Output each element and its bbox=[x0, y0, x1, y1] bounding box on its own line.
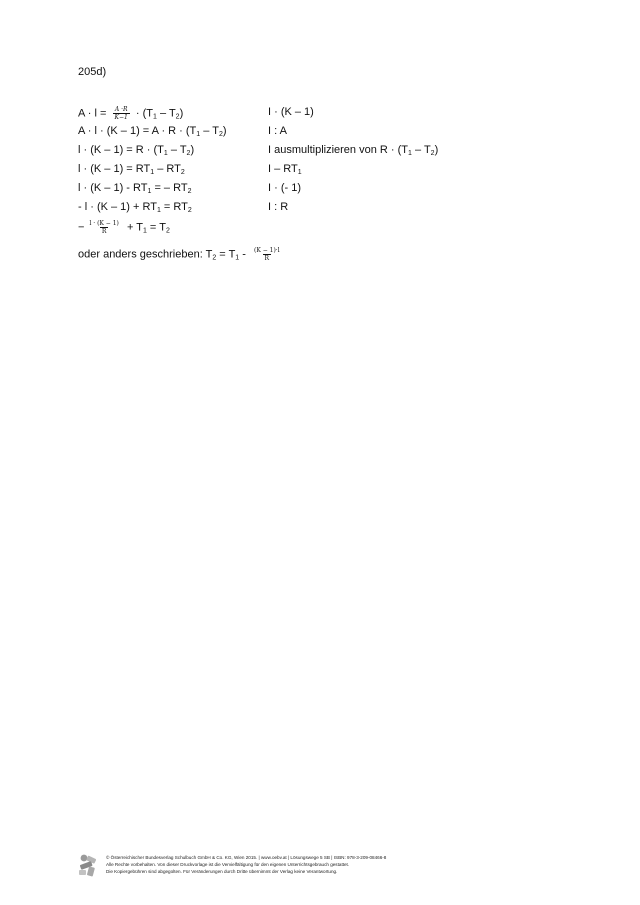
copyright-text bbox=[106, 854, 386, 875]
operation-2: I : A bbox=[268, 125, 287, 137]
equation-2: $A \cdot l \cdot (K - 1) = A \cdot R \cdot (T_1 - T_2)$ bbox=[78, 125, 227, 138]
footer-line-1: © Österreichischer Bundesverlag Schulbuch GmbH & Co. KG, Wien 2015. | www.oebv.at | Lösungswege 5 SB | ISBN: 978-3-209-08466-8 bbox=[106, 855, 387, 860]
fraction-lk1-r: $\frac{l \cdot (K - 1)}{R}$ bbox=[89, 220, 119, 235]
step-row-final bbox=[78, 220, 578, 248]
equation-final: − $\frac{l \cdot (K - 1)}{R}$ + $T_1 = T_2$ bbox=[78, 220, 170, 235]
publisher-logo-icon bbox=[78, 853, 98, 877]
summary-line: oder anders geschrieben: $T_2 = T_1$ - $\frac{(K - 1)\cdot l}{R}$ bbox=[78, 247, 280, 262]
equation-6: - $l \cdot (K - 1) + RT_1 = RT_2$ bbox=[78, 201, 192, 214]
footer-line-2: Alle Rechte vorbehalten. Von dieser Druckvorlage ist die Vervielfältigung für den eigenen Unterrichtsgebrauch gestattet. bbox=[106, 862, 350, 867]
operation-1: I · (K – 1) bbox=[268, 106, 314, 118]
fraction-ar-k1: $\frac{A \cdot R}{K-1}$ bbox=[114, 106, 128, 121]
task-number: 205d) bbox=[78, 66, 107, 78]
step-row-1 bbox=[78, 106, 578, 125]
equation-4: $l \cdot (K - 1) = RT_1 - RT_2$ bbox=[78, 163, 185, 176]
equation-steps bbox=[78, 106, 578, 248]
step-row-4 bbox=[78, 163, 578, 182]
operation-6: I : R bbox=[268, 201, 289, 213]
operation-5: I · (- 1) bbox=[268, 182, 301, 194]
step-row-3 bbox=[78, 144, 578, 163]
step-row-2 bbox=[78, 125, 578, 144]
step-row-6 bbox=[78, 201, 578, 220]
step-row-5 bbox=[78, 182, 578, 201]
footer-line-3: Die Kopiergebühren sind abgegolten. Für Veränderungen durch Dritte übernimmt der Verlag keine Verantwortung. bbox=[106, 869, 338, 874]
operation-4: I – $RT_1$ bbox=[268, 163, 302, 176]
operation-3: I ausmultiplizieren von $R \cdot (T_1 - T_2)$ bbox=[268, 144, 439, 157]
equation-5: $l \cdot (K - 1) - RT_1$ = – $RT_2$ bbox=[78, 182, 192, 195]
fraction-summary: $\frac{(K - 1)\cdot l}{R}$ bbox=[253, 247, 280, 262]
page-footer bbox=[78, 853, 598, 883]
equation-3: $l \cdot (K - 1) = R \cdot (T_1 - T_2)$ bbox=[78, 144, 195, 157]
equation-1: A · l = $\frac{A \cdot R}{K-1}$ · $(T_1 - T_2)$ bbox=[78, 106, 184, 121]
